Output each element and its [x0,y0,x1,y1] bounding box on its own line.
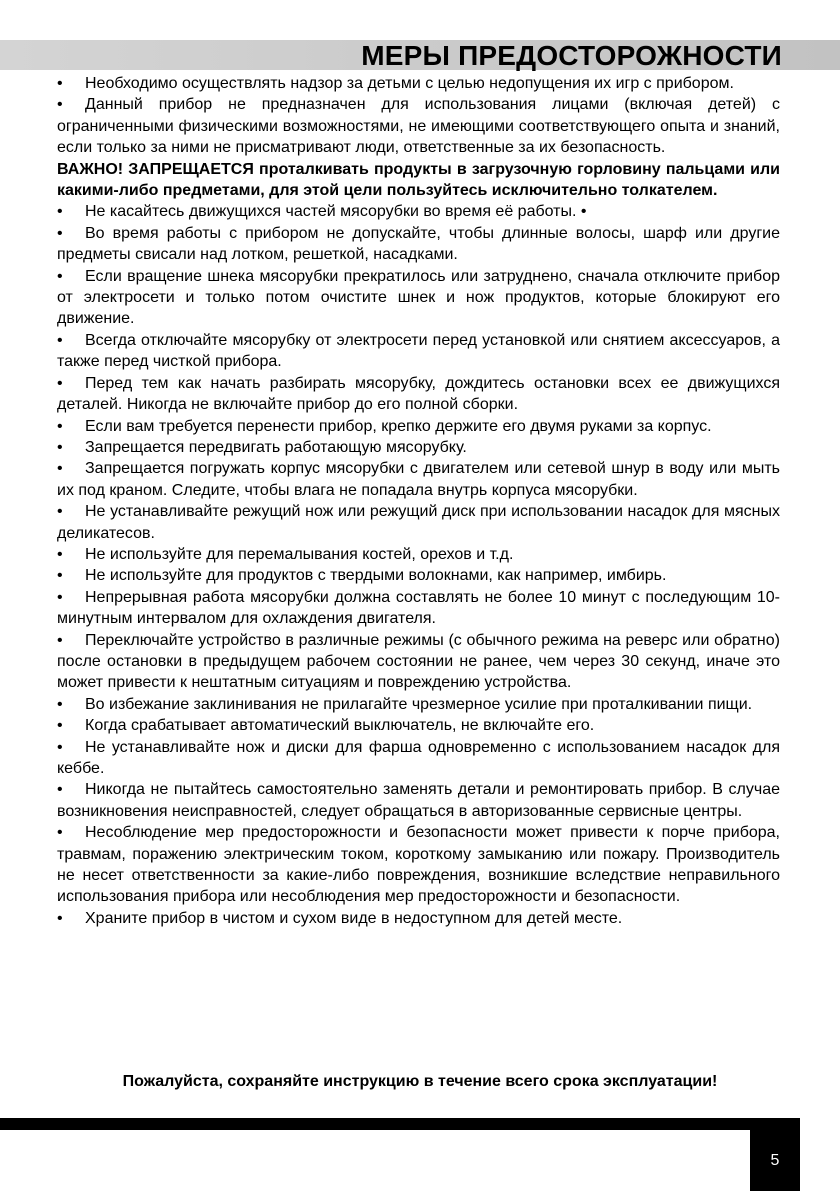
list-item [57,73,780,94]
bullet-icon: • [57,567,63,585]
bullet-icon: • [57,417,63,435]
bullet-icon: • [57,717,63,735]
bullet-icon: • [57,203,63,221]
list-item-text: Если вам требуется перенести прибор, крепко держите его двумя руками за корпус. [85,417,712,435]
list-item [57,223,780,266]
list-item-text: Запрещается передвигать работающую мясорубку. [85,438,467,456]
list-item [57,373,780,416]
bullet-icon: • [57,824,63,842]
list-item [57,908,780,929]
page-title: МЕРЫ ПРЕДОСТОРОЖНОСТИ [361,40,782,71]
list-item [57,437,780,458]
bullet-icon: • [57,460,63,478]
list-item [57,94,780,158]
bullet-icon: • [57,738,63,756]
bullet-icon: • [57,75,63,92]
list-item-text: Всегда отключайте мясорубку от электросети перед установкой или снятием аксессуаров, а также перед чисткой прибора. [57,331,780,371]
list-item-text: Во время работы с прибором не допускайте, чтобы длинные волосы, шарф или другие предметы свисали над лотком, решеткой, насадками. [57,224,780,264]
page-number: 5 [770,1152,780,1169]
list-item-text: Не устанавливайте нож и диски для фарша одновременно с использованием насадок для кеббе. [57,738,780,777]
list-item [57,266,780,330]
list-item-text: Храните прибор в чистом и сухом виде в недоступном для детей месте. [85,909,623,927]
list-item-text: Переключайте устройство в различные режимы (с обычного режима на реверс или обратно) после остановки в предыдущем рабочем состоянии не ранее, чем через 30 секунд, иначе это может привести к нештатным ситуациям и повреждению устройства. [57,631,780,692]
safety-instructions [57,73,780,929]
list-item-text: Непрерывная работа мясорубки должна составлять не более 10 минут с последующим 10-минутным интервалом для охлаждения двигателя. [57,588,780,628]
list-item-text: Когда срабатывает автоматический выключатель, не включайте его. [85,717,595,735]
list-item [57,630,780,694]
bullet-icon: • [57,695,63,713]
list-item [57,737,780,780]
list-item [57,715,780,736]
list-item-text: Необходимо осуществлять надзор за детьми с целью недопущения их игр с прибором. [85,75,734,92]
list-item-text: Не используйте для перемалывания костей, орехов и т.д. [85,545,514,563]
bullet-icon: • [57,545,63,563]
bullet-icon: • [57,781,63,799]
list-item-text: Запрещается погружать корпус мясорубки с двигателем или сетевой шнур в воду или мыть их под краном. Следите, чтобы влага не попадала внутрь корпуса мясорубки. [57,460,780,499]
list-item [57,779,780,822]
bullet-icon: • [57,331,63,349]
list-item [57,416,780,437]
list-item [57,587,780,630]
list-item-text: Не устанавливайте режущий нож или режущий диск при использовании насадок для мясных деликатесов. [57,503,780,542]
list-item-text: Несоблюдение мер предосторожности и безопасности может привести к порче прибора, травмам, поражению электрическим током, короткому замыканию или пожару. Производитель не несет ответственности за какие-либо повреждения, возникшие вследствие неправильного использования прибора или несоблюдения мер предосторожности и безопасности. [57,824,780,906]
list-item [57,544,780,565]
list-item [57,694,780,715]
list-item-text: Перед тем как начать разбирать мясорубку, дождитесь остановки всех ее движущихся деталей. Никогда не включайте прибор до его полной сборки. [57,374,780,414]
bullet-icon: • [57,438,63,456]
warning-note: ВАЖНО! ЗАПРЕЩАЕТСЯ проталкивать продукты в загрузочную горловину пальцами или какими-либо предметами, для этой цели пользуйтесь исключительно толкателем. [57,160,780,200]
bullet-icon: • [57,631,63,649]
bullet-icon: • [57,374,63,392]
list-item-text: Если вращение шнека мясорубки прекратилось или затруднено, сначала отключите прибор от электросети и только потом очистите шнек и нож продуктов, которые блокируют его движение. [57,267,780,328]
list-item-text: Данный прибор не предназначен для использования лицами (включая детей) с ограниченными физическими возможностями, не имеющими соответствующего опыта и знаний, если только за ними не присматривают люди, ответственные за их безопасность. [57,96,780,157]
list-item-text: Во избежание заклинивания не прилагайте чрезмерное усилие при проталкивании пищи. [85,695,753,713]
list-item-text: Не используйте для продуктов с твердыми волокнами, как например, имбирь. [85,567,667,585]
list-item [57,501,780,544]
list-item [57,458,780,501]
footer-bar [0,1118,800,1130]
closing-note: Пожалуйста, сохраняйте инструкцию в течение всего срока эксплуатации! [122,1073,718,1090]
bullet-icon: • [57,909,63,927]
list-item-text: Не касайтесь движущихся частей мясорубки во время её работы. • [85,203,587,221]
bullet-icon: • [57,96,63,114]
bullet-icon: • [57,503,63,521]
bullet-icon: • [57,588,63,606]
list-item [57,565,780,586]
list-item [57,822,780,908]
list-item-text: Никогда не пытайтесь самостоятельно заменять детали и ремонтировать прибор. В случае возникновения неисправностей, следует обращаться в авторизованные сервисные центры. [57,781,780,820]
list-item [57,330,780,373]
list-item [57,201,780,222]
bullet-icon: • [57,267,63,285]
bullet-icon: • [57,224,63,242]
